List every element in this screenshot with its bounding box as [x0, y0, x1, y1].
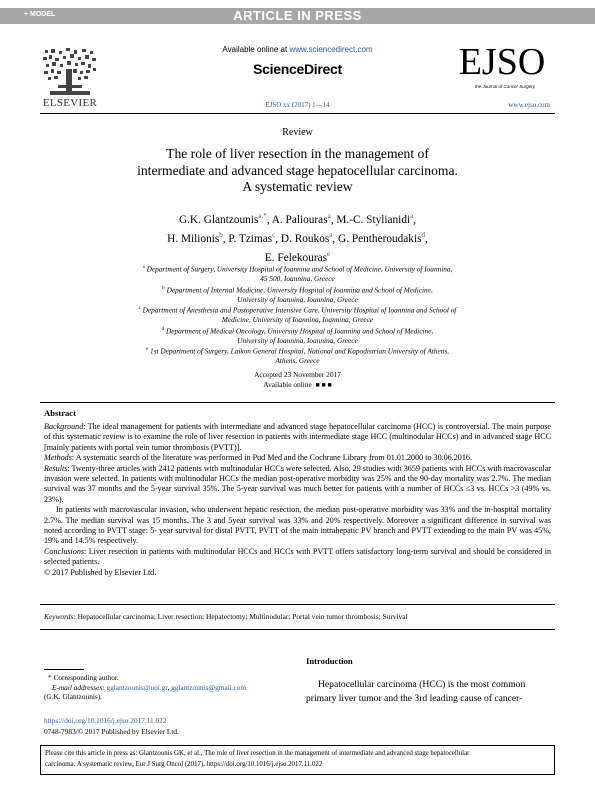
available-online-date: [0, 380, 595, 389]
conclusions-text: : Liver resection in patients with multinodular HCCs and HCCs with PVTT offers satisfactory long-term survival and should be considered in selected patients.: [44, 546, 551, 567]
affiliation-line: University of Ioannina, Ioannina, Greece: [237, 335, 358, 345]
affiliation-line: Department of Surgery, University Hospital of Ioannina and School of Medicine, University of Ioannina,: [146, 264, 453, 274]
email-link[interactable]: gglantzounis@uoi.gr: [106, 682, 168, 692]
methods-label: Methods: [44, 453, 72, 463]
corresponding-author-note: * Corresponding author.: [48, 673, 119, 682]
journal-url[interactable]: www.ejso.com: [508, 101, 550, 109]
keywords-rule: [40, 629, 555, 630]
affiliation-line: Department of Anesthesia and Postoperative Intensive Care, University Hospital of Ioannina and School of: [142, 305, 457, 315]
affiliation-item: [90, 325, 505, 346]
available-online-text: Available online: [263, 380, 312, 389]
article-in-press-label: ARTICLE IN PRESS: [233, 8, 362, 23]
methods-text: : A systematic search of the literature was performed in Pud Med and the Cochrane Library from 01.01.2000 to 30.06.2016.: [71, 453, 472, 463]
results-text: : Twenty-three articles with 2412 patients with multinodular HCCs were selected. Also, 29 studies with 3659 patients with HCCs with macrovascular invasion were selected. In patients with multinodular HCCs the median post-operative morbidity was 25% and the 90-day mortality was 2.7%. The median survival was 37 months and the 5-year survival 35%. The 5-year survival was much better for patients with a number of HCCs ≤3 vs. HCCs >3 (49% vs. 23%).: [44, 463, 551, 504]
citation-box: [40, 745, 555, 775]
affiliation-item: [90, 345, 505, 366]
affiliation-line: Athens, Greece: [275, 356, 320, 366]
affiliation-sup: e: [145, 347, 149, 353]
affiliations: [90, 263, 505, 366]
affiliation-line: Department of Internal Medicine, University Hospital of Ioannina and School of Medicine,: [166, 285, 433, 295]
affiliation-sup: d: [161, 326, 165, 332]
abstract-conclusions: [44, 547, 551, 568]
keywords: [44, 612, 551, 621]
author-name[interactable]: G. Pentheroudakis: [338, 232, 422, 245]
author-affiliation-sup[interactable]: c: [272, 231, 276, 240]
author-separator: ,: [266, 213, 272, 226]
sciencedirect-logo: ScienceDirect: [253, 61, 342, 77]
author-separator: ,: [330, 213, 337, 226]
title-line: The role of liver resection in the management of: [166, 146, 429, 161]
author-separator: ,: [222, 232, 229, 245]
abstract-methods: [44, 453, 551, 463]
affiliation-sup: c: [138, 306, 141, 312]
background-label: Background: [44, 422, 84, 431]
affiliation-item: [90, 304, 505, 325]
title-line: A systematic review: [242, 179, 353, 195]
affiliation-line: University of Ioannina, Ioannina, Greece: [237, 294, 358, 304]
background-text: : The ideal management for patients with intermediate and advanced stage hepatocellular carcinoma (HCC) is controversial. The main purpose of this systematic review is to examine the role of liver resection in patients with intermediate stage HCC (multinodular HCCs) and in advanced stage HCC [mainly patients with portal vein tumor thrombosis (PVTT)].: [44, 422, 551, 452]
email-link[interactable]: gglantzounis@gmail.com: [171, 682, 247, 692]
affiliation-sup: a: [142, 265, 145, 270]
abstract-results: [44, 464, 551, 506]
author-affiliation-sup[interactable]: a: [327, 212, 331, 220]
abstract-heading: Abstract: [44, 408, 76, 418]
affiliation-line: Department of Medical Oncology, University Hospital of Ioannina and School of Medicine,: [166, 326, 434, 336]
abstract-results-continued: In patients with macrovascular invasion, who underwent hepatic resection, the median post-operative morbidity was 33% and the in-hospital mortality 2.7%. The median survival was 15 months. The 3 and 5year survival was 33% and 20% respectively. Moreover a significant difference in survival was noted according to PVTT stage: 5- year survival for distal PVTT, PVTT of the main intrahepatic PV branch and PVTT extending to the main PV was 45%, 19% and 14.5% respectively.: [44, 505, 551, 546]
author-affiliation-sup[interactable]: a,*: [258, 212, 267, 220]
available-online-placeholder: ■ ■ ■: [315, 381, 332, 389]
author-affiliation-sup[interactable]: b: [219, 231, 223, 240]
affiliation-item: [90, 263, 505, 284]
author-affiliation-sup[interactable]: a: [410, 212, 414, 220]
intro-line: primary liver tumor and the 3rd leading cause of cancer-: [306, 692, 523, 704]
abstract-background: [44, 422, 551, 453]
author-affiliation-sup[interactable]: d: [421, 231, 425, 240]
sciencedirect-link[interactable]: www.sciencedirect.com: [289, 45, 373, 54]
article-title: [60, 146, 535, 196]
affiliation-sup: b: [162, 285, 165, 291]
footnote-rule: [44, 669, 84, 670]
author-name[interactable]: P. Tzimas: [228, 232, 273, 245]
author-name[interactable]: E. Felekouras: [264, 252, 327, 265]
author-name[interactable]: D. Roukos: [280, 232, 330, 245]
author-affiliation-sup[interactable]: a: [329, 231, 333, 240]
author-name[interactable]: H. Milionis: [167, 232, 220, 245]
author-separator: ,: [332, 232, 339, 245]
affiliation-line: 45 500, Ioannina, Greece: [260, 274, 335, 284]
journal-reference: EJSO xx (2017) 1—14: [265, 101, 330, 109]
author-separator: ,: [425, 232, 428, 245]
available-online-line: [170, 45, 425, 54]
publisher-name: ELSEVIER: [42, 97, 98, 109]
introduction-body: [306, 678, 551, 705]
keywords-text: Hepatocellular carcinoma; Liver resection; Hepatectomy; Multinodular; Portal vein tumor thrombosis; Survival: [75, 612, 408, 621]
affiliation-line: 1st Department of Surgery, Laikon General Hospital, National and Kapodistrian University of Athens,: [150, 346, 450, 356]
available-online-prefix: Available online at: [222, 45, 290, 54]
author-separator: ,: [275, 232, 281, 245]
author-line: [60, 209, 535, 228]
citation-line: Please cite this article in press as: Glantzounis GK, et al., The role of liver resection in the management of intermediate and advanced stage hepatocellular: [45, 750, 470, 757]
abstract-copyright: © 2017 Published by Elsevier Ltd.: [44, 567, 157, 577]
author-name[interactable]: M.-C. Stylianidi: [336, 213, 411, 226]
conclusions-label: Conclusions: [44, 546, 85, 556]
author-line: [60, 228, 535, 247]
article-type: Review: [282, 127, 313, 138]
journal-logo-subtitle: the Journal of Cancer Surgery: [474, 84, 536, 89]
affiliation-item: [90, 284, 505, 305]
abstract-rule-top: [40, 402, 555, 403]
journal-logo: EJSO: [458, 41, 546, 83]
email-owner: (G.K. Glantzounis).: [44, 692, 102, 702]
keywords-label: Keywords:: [44, 612, 76, 621]
intro-line: Hepatocellular carcinoma (HCC) is the most common: [318, 679, 526, 690]
author-separator: ,: [413, 213, 417, 226]
author-list: [60, 209, 535, 267]
doi-link[interactable]: https://doi.org/10.1016/j.ejso.2017.11.022: [44, 716, 167, 725]
author-affiliation-sup[interactable]: e: [327, 250, 331, 259]
introduction-heading: Introduction: [306, 656, 353, 666]
title-line: intermediate and advanced stage hepatocellular carcinoma.: [137, 162, 458, 178]
abstract-body: [44, 422, 551, 578]
abstract-rule-bottom: [40, 604, 555, 605]
article-in-press-bar: [0, 8, 595, 24]
issn-copyright: 0748-7983/© 2017 Published by Elsevier Ltd.: [44, 727, 179, 736]
affiliation-line: Medicine, University of Ioannina, Ioannina, Greece: [221, 315, 374, 325]
header-rule: [40, 113, 555, 114]
results-label: Results: [44, 463, 68, 473]
accepted-date: Accepted 23 November 2017: [254, 370, 341, 379]
author-name[interactable]: A. Paliouras: [271, 213, 328, 226]
footnote: [44, 673, 289, 702]
citation-line: carcinoma. A systematic review, Eur J Surg Oncol (2017), https://doi.org/10.1016/j.ejso.2017.11.022: [45, 761, 323, 768]
author-name[interactable]: G.K. Glantzounis: [178, 213, 259, 226]
elsevier-tree-logo: [40, 47, 100, 99]
model-label: + MODEL: [24, 11, 56, 18]
email-label: E-mail addresses:: [52, 682, 105, 692]
email-line: E-mail addresses: gglantzounis@uoi.gr, gglantzounis@gmail.com: [52, 682, 247, 692]
